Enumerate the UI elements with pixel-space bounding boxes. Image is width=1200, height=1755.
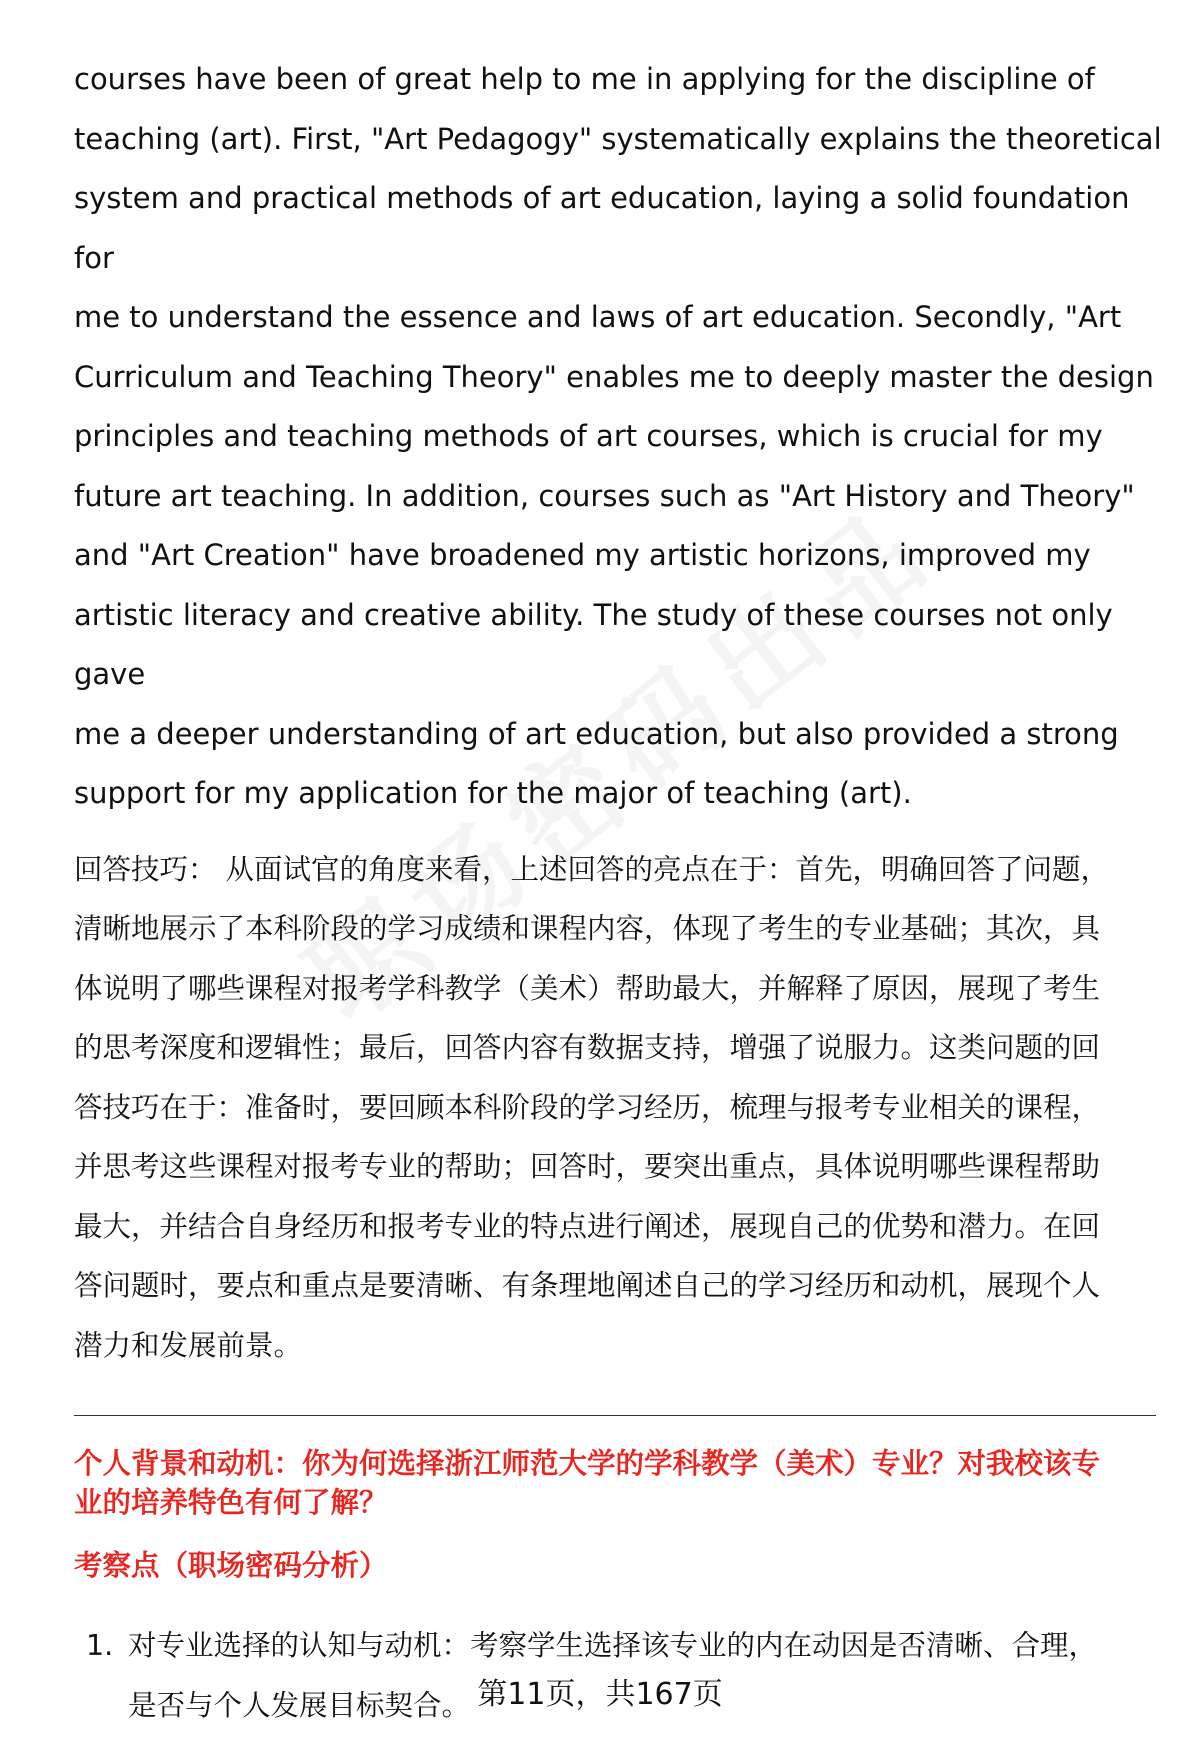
question-line: 个人背景和动机：你为何选择浙江师范大学的学科教学（美术）专业？对我校该专: [74, 1447, 1101, 1480]
english-line: support for my application for the major of teaching (art).: [74, 776, 912, 810]
question-line: 业的培养特色有何了解？: [74, 1486, 388, 1519]
english-line: me a deeper understanding of art education, but also provided a strong: [74, 716, 1119, 751]
interview-question: [74, 1444, 1156, 1522]
english-line: me to understand the essence and laws of art education. Secondly, "Art: [74, 300, 1122, 334]
answer-tips-paragraph: [74, 840, 1164, 1376]
list-item-line: 对专业选择的认知与动机：考察学生选择该专业的内在动因是否清晰、合理，: [128, 1629, 1098, 1662]
tips-line: 答问题时，要点和重点是要清晰、有条理地阐述自己的学习经历和动机，展现个人: [74, 1269, 1101, 1302]
tips-line: 的思考深度和逻辑性；最后，回答内容有数据支持，增强了说服力。这类问题的回: [74, 1031, 1101, 1064]
section-divider: [74, 1415, 1156, 1416]
tips-line: 答技巧在于：准备时，要回顾本科阶段的学习经历，梳理与报考专业相关的课程，: [74, 1090, 1101, 1124]
tips-line: 并思考这些课程对报考专业的帮助；回答时，要突出重点，具体说明哪些课程帮助: [74, 1150, 1101, 1183]
assessment-points-heading: 考察点（职场密码分析）: [74, 1549, 388, 1582]
english-line: and "Art Creation" have broadened my artistic horizons, improved my: [74, 538, 1091, 572]
tips-line: 清晰地展示了本科阶段的学习成绩和课程内容，体现了考生的专业基础；其次，具: [74, 912, 1101, 945]
tips-line: 体说明了哪些课程对报考学科教学（美术）帮助最大，并解释了原因，展现了考生: [74, 971, 1101, 1005]
tips-line: 最大，并结合自身经历和报考专业的特点进行阐述，展现自己的优势和潜力。在回: [74, 1209, 1101, 1243]
english-line: teaching (art). First, "Art Pedagogy" systematically explains the theoretical: [74, 121, 1162, 156]
list-item-line: 是否与个人发展目标契合。: [128, 1688, 471, 1722]
page-content: [74, 50, 1164, 1735]
english-line: future art teaching. In addition, courses such as "Art History and Theory": [74, 478, 1135, 513]
english-line: principles and teaching methods of art courses, which is crucial for my: [74, 419, 1103, 453]
english-paragraph: [74, 50, 1164, 824]
english-line: courses have been of great help to me in applying for the discipline of: [74, 62, 1095, 96]
english-line: Curriculum and Teaching Theory" enables me to deeply master the design: [74, 359, 1154, 394]
tips-line: 潜力和发展前景。: [74, 1328, 303, 1362]
list-item-number: 1.: [86, 1629, 114, 1662]
english-line: artistic literacy and creative ability. The study of these courses not only gave: [74, 597, 1113, 691]
tips-line: 回答技巧： 从面试官的角度来看，上述回答的亮点在于：首先，明确回答了问题，: [74, 852, 1110, 886]
english-line: system and practical methods of art education, laying a solid foundation for: [74, 181, 1130, 275]
page-number-footer: 第11页，共167页: [477, 1677, 723, 1712]
